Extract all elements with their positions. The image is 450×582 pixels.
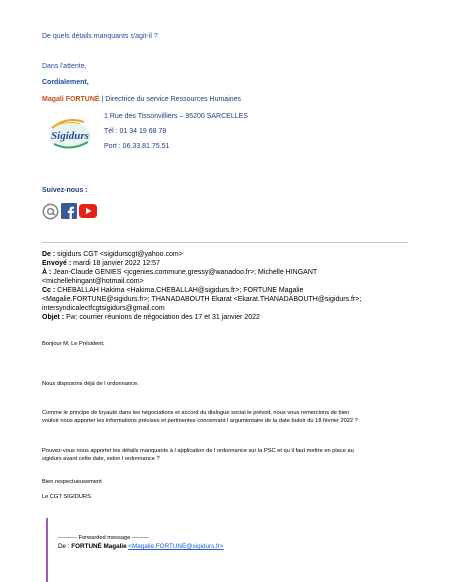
header-to-cont: <michellehingant@hotmail.com> (42, 278, 144, 285)
facebook-icon[interactable] (61, 203, 77, 219)
body-closing: Bien respectueusement (42, 479, 102, 485)
header-cc-cont: <Magalie.FORTUNE@sigidurs.fr>; THANADABOUTH Ekarat <Ekarat.THANADABOUTH@sigidurs.fr>; (42, 296, 362, 303)
signature-tel: Tél : 01 34 19 68 78 (104, 128, 167, 135)
waiting-line: Dans l'attente, (42, 63, 87, 70)
regards-line: Cordialement, (42, 79, 89, 86)
follow-us-label: Suivez-nous : (42, 187, 88, 194)
forwarded-separator: ---------- Forwarded message --------- (58, 535, 149, 541)
header-separator (42, 242, 408, 243)
intro-question: De quels détails manquants s'agit-il ? (42, 33, 158, 40)
at-sign-icon[interactable] (42, 203, 59, 220)
header-cc-cont-2: intersyndicalectfcgtsigidurs@gmail.com (42, 305, 165, 312)
forwarded-from-email-link[interactable]: <Magalie.FORTUNE@sigidurs.fr> (128, 543, 224, 550)
sigidurs-logo (46, 114, 94, 154)
signature-role: | Directrice du service Ressources Humaines (99, 96, 242, 103)
header-subject: Objet : Fw: courrier réunions de négociation des 17 et 31 janvier 2022 (42, 314, 260, 321)
body-greeting: Bonjour M. Le Président, (42, 341, 105, 347)
logo-text: Sigidurs (51, 130, 89, 142)
signature-port: Port : 06.33.81.75.51 (104, 143, 170, 150)
header-sent: Envoyé : mardi 18 janvier 2022 12:57 (42, 260, 160, 267)
signature-address: 1 Rue des Tissonvilliers – 95200 SARCELLES (104, 113, 248, 120)
forwarded-from: De : FORTUNÉ Magalie <Magalie.FORTUNE@sigidurs.fr> (58, 543, 224, 550)
signature-title-line (42, 95, 241, 104)
email-header (42, 250, 422, 322)
header-cc: Cc : CHEBALLAH Hakima <Hakima.CHEBALLAH@sigidurs.fr>; FORTUNE Magalie (42, 287, 304, 294)
social-icons (42, 202, 97, 220)
body-paragraph-2: Comme le principe de loyauté dans les négociations et accord du dialogue social le prévoit, nous vous remercions de bien vouloir nous apporter les informations précises et pertinentes concernant l argumentaire de la date butoir du 18 février 2022 ? (42, 410, 358, 424)
youtube-icon[interactable] (79, 204, 97, 218)
body-sender: Le CGT SIGIDURS (42, 494, 91, 500)
body-paragraph-3: Pouvez-vous nous apporter les détails manquants à l application de l ordonnance sur la PSC et qu il faut mettre en place au sigidurs avant cette date, selon l ordonnance ? (42, 448, 354, 462)
forward-quote-bar (46, 518, 48, 582)
header-from: De : sigidurs CGT <sigidurscgt@yahoo.com> (42, 251, 183, 258)
signature-name: Magali FORTUNÉ (42, 96, 100, 103)
body-paragraph-1: Nous disposons déjà de l ordonnance. (42, 381, 139, 387)
header-to: À : Jean-Claude GENIES <jcgenies.commune.gressy@wanadoo.fr>; Michelle HINGANT (42, 269, 318, 276)
